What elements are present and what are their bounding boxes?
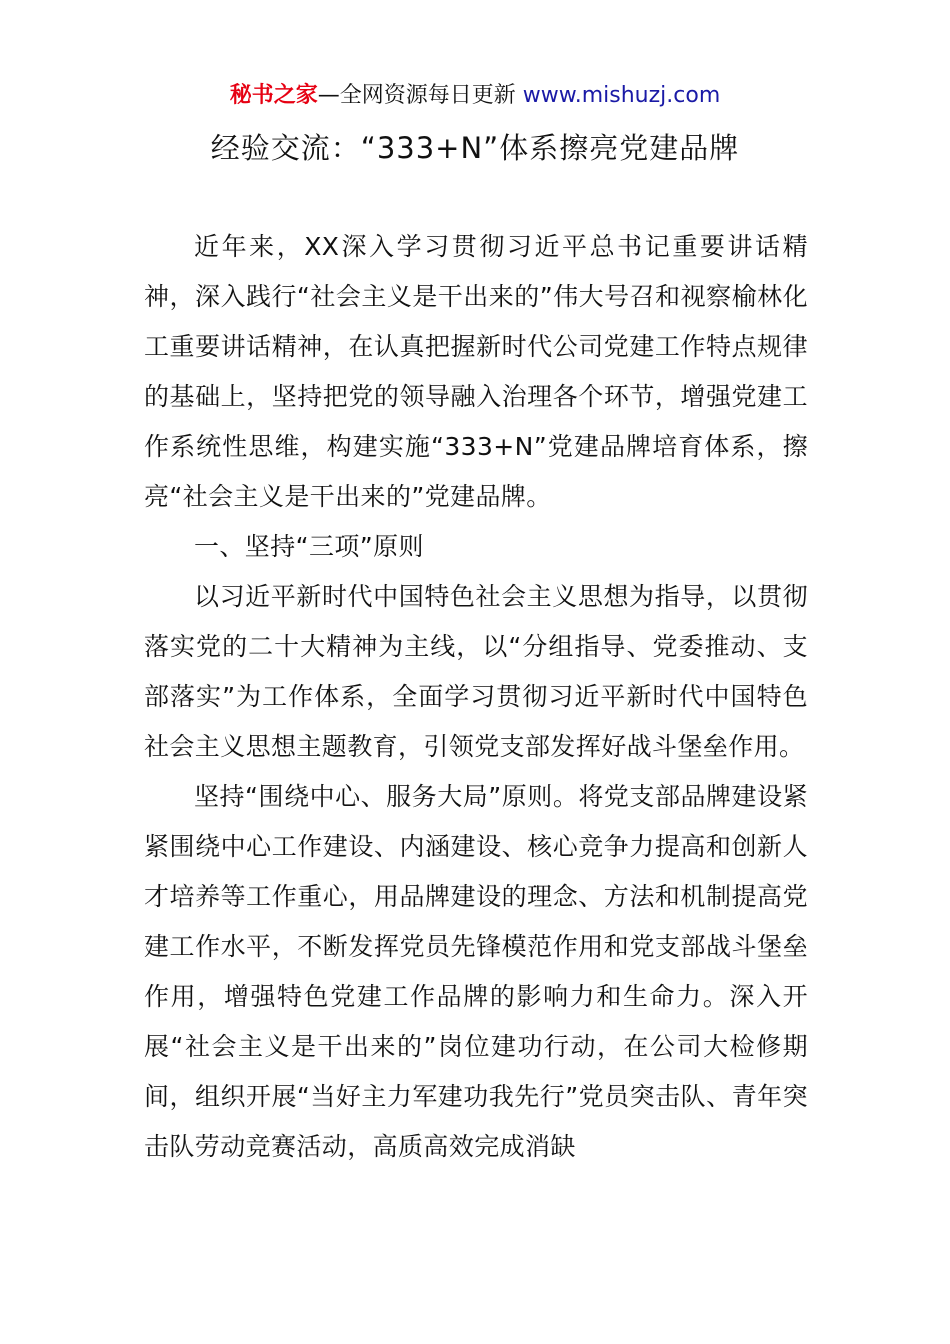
header-dash: — bbox=[317, 83, 340, 108]
paragraph-guidance: 以习近平新时代中国特色社会主义思想为指导，以贯彻落实党的二十大精神为主线，以“分组指导、党委推动、支部落实”为工作体系，全面学习贯彻习近平新时代中国特色社会主义思想主题教育，引领党支部发挥好战斗堡垒作用。 bbox=[144, 582, 808, 761]
document-title: 经验交流：“333+N”体系擦亮党建品牌 bbox=[210, 131, 740, 165]
paragraph-principle: 坚持“围绕中心、服务大局”原则。将党支部品牌建设紧紧围绕中心工作建设、内涵建设、核心竞争力提高和创新人才培养等工作重心，用品牌建设的理念、方法和机制提高党建工作水平，不断发挥党员先锋模范作用和党支部战斗堡垒作用，增强特色党建工作品牌的影响力和生命力。深入开展“社会主义是干出来的”岗位建功行动，在公司大检修期间，组织开展“当好主力军建功我先行”党员突击队、青年突击队劳动竞赛活动，高质高效完成消缺 bbox=[144, 782, 808, 1161]
site-url-link[interactable]: www.mishuzj.com bbox=[522, 83, 721, 108]
document-body bbox=[144, 222, 808, 1172]
brand-name: 秘书之家 bbox=[229, 83, 318, 108]
section-heading: 一、坚持“三项”原则 bbox=[194, 532, 424, 561]
paragraph-intro: 近年来，XX深入学习贯彻习近平总书记重要讲话精神，深入践行“社会主义是干出来的”伟大号召和视察榆林化工重要讲话精神，在认真把握新时代公司党建工作特点规律的基础上，坚持把党的领导融入治理各个环节，增强党建工作系统性思维，构建实施“333+N”党建品牌培育体系，擦亮“社会主义是干出来的”党建品牌。 bbox=[144, 232, 808, 511]
site-header bbox=[0, 80, 950, 112]
header-slogan: 全网资源每日更新 bbox=[339, 83, 523, 108]
